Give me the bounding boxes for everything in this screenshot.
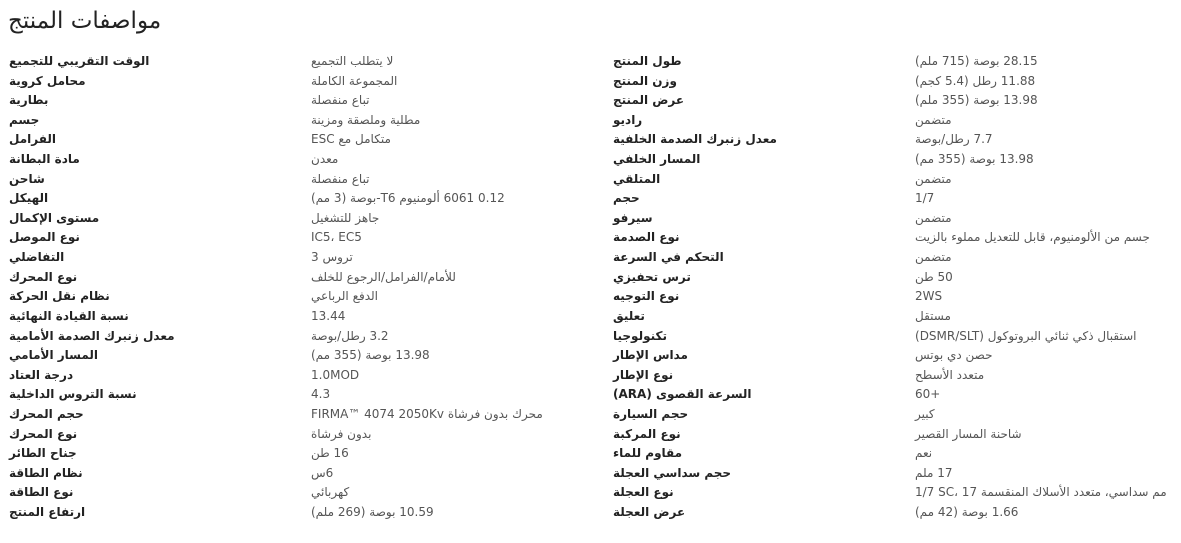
spec-label: مستوى الإكمال	[9, 210, 100, 225]
spec-value: مستقل	[915, 308, 951, 323]
spec-value: 1/7 SC، 17 مم سداسي، متعدد الأسلاك المنقسمة	[915, 485, 1167, 500]
spec-value: 2WS	[915, 289, 943, 304]
spec-label: بطارية	[9, 93, 49, 108]
spec-label: التفاضلي	[9, 250, 65, 265]
spec-value: 16 طن	[311, 446, 349, 461]
spec-label: حجم	[613, 191, 640, 206]
spec-label: حجم سداسي العجلة	[613, 465, 732, 480]
spec-label: ترس تحفيزي	[613, 269, 691, 284]
spec-label: نوع الموصل	[9, 230, 80, 245]
spec-value: تباع منفصلة	[311, 171, 370, 186]
spec-value: حصن دي بوتس	[915, 348, 993, 363]
spec-value: تباع منفصلة	[311, 93, 370, 108]
spec-label: راديو	[613, 112, 643, 127]
spec-value: نعم	[915, 446, 933, 461]
spec-label: المسار الأمامي	[9, 348, 99, 363]
spec-label: معدل زنبرك الصدمة الخلفية	[613, 132, 777, 147]
spec-value: معدن	[311, 152, 339, 167]
spec-label: مادة البطانة	[9, 152, 80, 167]
spec-label: معدل زنبرك الصدمة الأمامية	[9, 328, 175, 343]
spec-value: تروس 3	[311, 250, 353, 265]
spec-label: نظام نقل الحركة	[9, 289, 110, 304]
spec-value: ESC متكامل مع	[311, 132, 391, 147]
spec-value: المجموعة الكاملة	[311, 73, 398, 88]
spec-value: متضمن	[915, 112, 952, 127]
spec-value: 1.0MOD	[311, 367, 360, 382]
spec-value: كبير	[915, 406, 935, 421]
spec-label: نوع الطاقة	[9, 485, 74, 500]
spec-value: 17 ملم	[915, 465, 953, 480]
spec-value: 13.98 بوصة (355 مم)	[311, 348, 430, 363]
spec-label: ارتفاع المنتج	[9, 505, 86, 520]
spec-label: المتلقي	[613, 171, 661, 186]
spec-label: مقاوم للماء	[613, 446, 683, 461]
spec-label: نوع التوجيه	[613, 289, 680, 304]
spec-value: 4.3	[311, 387, 331, 402]
spec-label: نسبة القيادة النهائية	[9, 308, 129, 323]
spec-value: 6س	[311, 465, 334, 480]
spec-value: متعدد الأسطح	[915, 367, 985, 382]
spec-value: جسم من الألومنيوم، قابل للتعديل مملوء بالزيت	[915, 230, 1150, 245]
spec-value: 60+	[915, 387, 941, 402]
spec-label: نوع المحرك	[9, 269, 78, 284]
spec-label: نوع الصدمة	[613, 230, 680, 245]
spec-value: 13.98 بوصة (355 ملم)	[915, 93, 1038, 108]
spec-label: جسم	[9, 112, 40, 127]
spec-value: استقبال ذكي ثنائي البروتوكول (DSMR/SLT)	[915, 328, 1137, 343]
spec-value: 13.44	[311, 308, 346, 323]
spec-label: شاحن	[9, 171, 45, 186]
spec-value: الدفع الرباعي	[311, 289, 378, 304]
spec-label: محامل كروية	[9, 73, 86, 88]
spec-label: نوع المحرك	[9, 426, 78, 441]
spec-value: لا يتطلب التجميع	[311, 54, 394, 68]
spec-value: 0.12 6061 ألومنيوم T6-بوصة (3 مم)	[311, 191, 505, 206]
spec-label: نوع المركبة	[613, 426, 681, 441]
spec-value: 3.2 رطل/بوصة	[311, 328, 389, 343]
spec-value: 13.98 بوصة (355 مم)	[915, 152, 1034, 167]
spec-value: بدون فرشاة	[311, 426, 372, 441]
spec-label: طول المنتج	[613, 54, 682, 68]
spec-label: المسار الخلفي	[613, 152, 701, 167]
spec-value: جاهز للتشغيل	[311, 210, 380, 225]
spec-value: 11.88 رطل (5.4 كجم)	[915, 73, 1036, 88]
spec-label: وزن المنتج	[613, 73, 677, 88]
spec-label: عرض المنتج	[613, 93, 685, 108]
spec-label: سيرفو	[613, 210, 653, 225]
spec-label: السرعة القصوى (ARA)	[613, 387, 752, 402]
spec-label: نوع الإطار	[613, 367, 674, 382]
spec-label: نظام الطاقة	[9, 465, 83, 480]
spec-value: FIRMA™ 4074 2050Kv محرك بدون فرشاة	[311, 406, 543, 421]
spec-value: 1.66 بوصة (42 مم)	[915, 505, 1019, 520]
spec-label: عرض العجلة	[613, 505, 686, 520]
spec-value: 1/7	[915, 191, 935, 206]
spec-label: حجم السيارة	[613, 406, 689, 421]
spec-value: كهربائي	[311, 485, 350, 500]
spec-value: مطلية وملصقة ومزينة	[311, 112, 421, 127]
spec-label: الفرامل	[9, 132, 56, 147]
spec-value: متضمن	[915, 210, 952, 225]
spec-label: مداس الإطار	[613, 348, 688, 363]
spec-label: الوقت التقريبي للتجميع	[9, 54, 150, 68]
spec-label: درجة العتاد	[9, 367, 74, 382]
spec-value: 7.7 رطل/بوصة	[915, 132, 993, 147]
spec-label: التحكم في السرعة	[613, 250, 724, 265]
spec-value: 28.15 بوصة (715 ملم)	[915, 54, 1038, 68]
spec-label: جناح الطائر	[9, 446, 77, 461]
spec-value: متضمن	[915, 171, 952, 186]
spec-label: تعليق	[613, 308, 645, 323]
spec-value: 10.59 بوصة (269 ملم)	[311, 505, 434, 520]
spec-value: شاحنة المسار القصير	[915, 426, 1022, 441]
spec-label: الهيكل	[9, 191, 49, 206]
spec-value: للأمام/الفرامل/الرجوع للخلف	[311, 269, 456, 284]
spec-label: حجم المحرك	[9, 406, 84, 421]
spec-value: IC5، EC5	[311, 230, 362, 245]
spec-value: 50 طن	[915, 269, 953, 284]
spec-label: نوع العجلة	[613, 485, 674, 500]
section-title: مواصفات المنتج	[8, 8, 162, 34]
spec-value: متضمن	[915, 250, 952, 265]
spec-label: تكنولوجيا	[613, 328, 667, 343]
spec-label: نسبة التروس الداخلية	[9, 387, 137, 402]
